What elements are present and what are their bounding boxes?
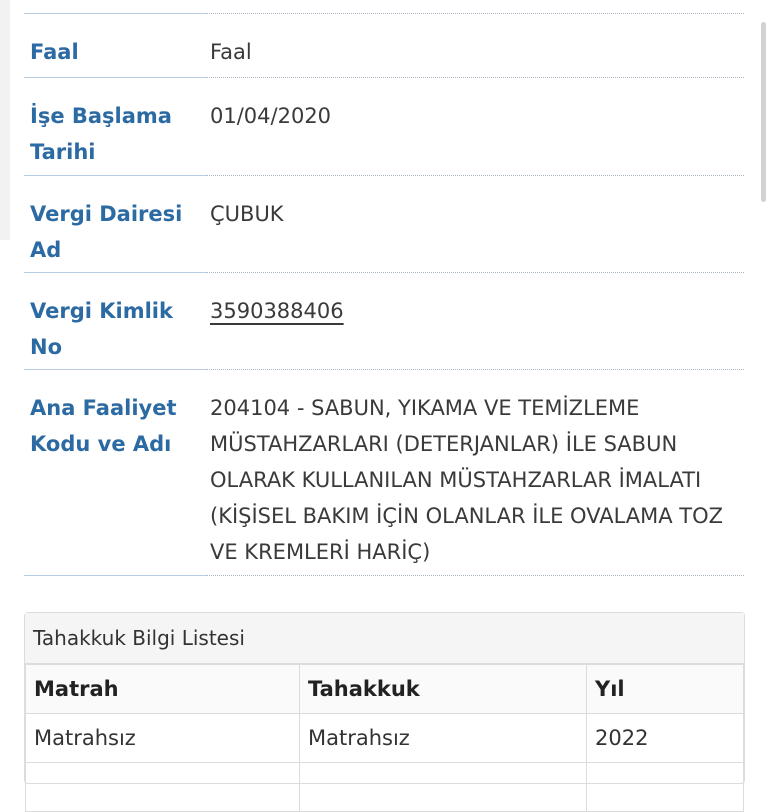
scrollbar-thumb[interactable]: [761, 22, 766, 202]
detail-value-tax-id[interactable]: [210, 293, 750, 329]
table-cell: [587, 763, 744, 812]
table-cell: Matrahsız: [26, 714, 300, 763]
detail-value: 01/04/2020: [210, 104, 332, 128]
tahakkuk-table: [25, 664, 744, 812]
details-top-divider: [24, 0, 744, 14]
tax-id-link[interactable]: 3590388406: [210, 299, 344, 323]
detail-row-status: [24, 14, 744, 78]
table-header-row: [26, 665, 744, 714]
table-cell: [300, 763, 587, 812]
detail-label: İşe Başlama Tarihi: [30, 104, 172, 164]
table-cell: [26, 763, 300, 812]
detail-value: ÇUBUK: [210, 202, 284, 226]
table-cell: 2022: [587, 714, 744, 763]
detail-label: Vergi Dairesi Ad: [30, 202, 183, 262]
detail-value: Faal: [210, 40, 252, 64]
table-cell: Matrahsız: [300, 714, 587, 763]
detail-row-activity: [24, 370, 744, 576]
detail-row-start-date: [24, 78, 744, 176]
panel-title: Tahakkuk Bilgi Listesi: [25, 613, 744, 664]
table-row: [26, 714, 744, 763]
detail-value: 204104 - SABUN, YIKAMA VE TEMİZLEME MÜSTAHZARLARI (DETERJANLAR) İLE SABUN OLARAK KULLANILAN MÜSTAHZARLAR İMALATI (KİŞİSEL BAKIM İÇİN OLANLAR İLE OVALAMA TOZ VE KREMLERİ HARİÇ): [210, 396, 724, 564]
column-header: Matrah: [26, 665, 300, 714]
column-header: Tahakkuk: [300, 665, 587, 714]
detail-label: Vergi Kimlik No: [30, 299, 173, 359]
company-details: [24, 0, 744, 576]
detail-label: Ana Faaliyet Kodu ve Adı: [30, 396, 177, 456]
table-row: [26, 763, 744, 812]
detail-row-tax-id: [24, 273, 744, 370]
detail-label: Faal: [30, 40, 79, 64]
detail-row-tax-office: [24, 176, 744, 273]
left-edge-shade: [0, 0, 10, 240]
column-header: Yıl: [587, 665, 744, 714]
tahakkuk-panel: [24, 612, 745, 784]
